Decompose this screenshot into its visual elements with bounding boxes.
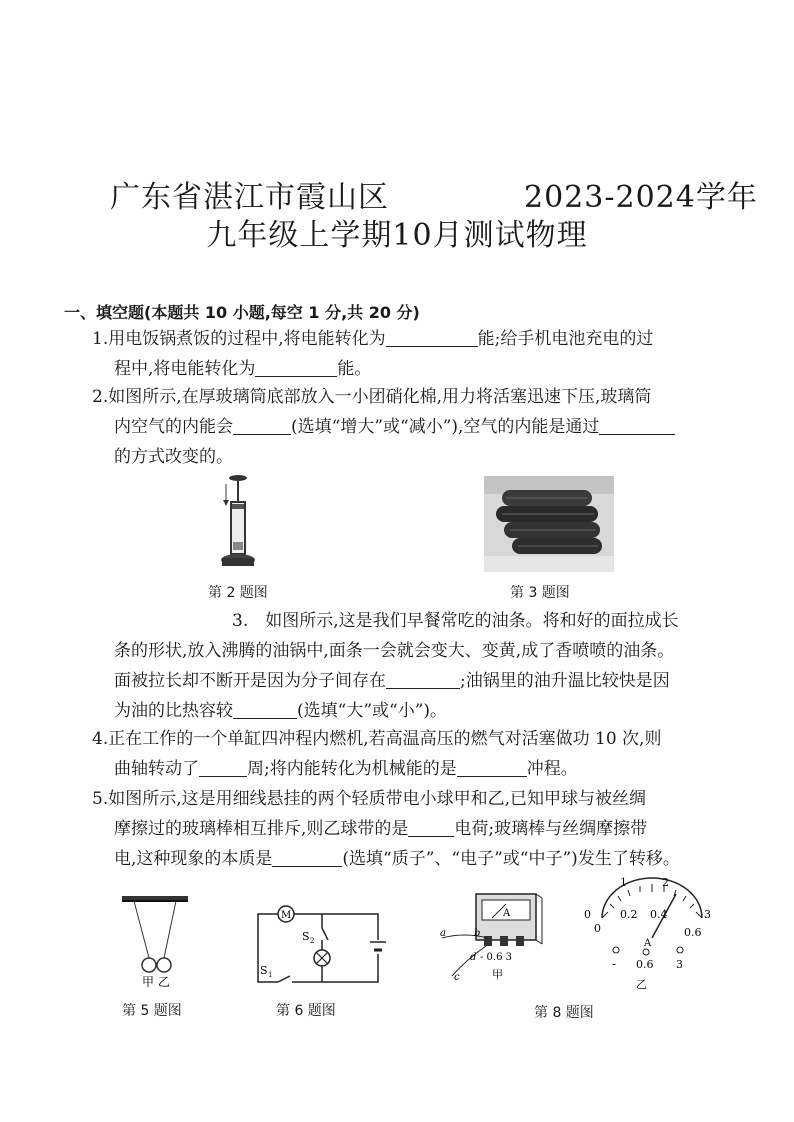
fig5-ball-right-label: 乙	[158, 975, 171, 989]
fig3-youtiao-photo	[484, 476, 614, 572]
fig8-scale-0-top: 0	[584, 908, 591, 921]
q1-blank-2[interactable]	[255, 358, 337, 377]
fig8-terminal-b: b	[474, 928, 481, 939]
fig6-switch2-sub: 2	[310, 937, 315, 945]
q5-blank-2[interactable]	[272, 848, 342, 867]
fig8-right-label: 乙	[636, 978, 647, 991]
fig8-dial-minus: -	[612, 957, 617, 971]
fig6-motor-label: M	[281, 910, 292, 921]
q4-text-d: 冲程。	[526, 759, 578, 779]
fig8-scale-02: 0.2	[620, 908, 638, 921]
q4-text-c: 周;将内能转化为机械能的是	[247, 759, 457, 779]
q3-blank-1[interactable]	[386, 670, 460, 689]
fig8-terminal-c: c	[454, 972, 460, 983]
question-5	[92, 784, 747, 874]
fig6-switch2-label: S	[302, 930, 310, 943]
q5-text-c: 电荷;玻璃棒与丝绸摩擦带	[454, 819, 648, 839]
q4-blank-1[interactable]	[199, 758, 247, 777]
fig6-caption: 第 6 题图	[276, 1003, 336, 1019]
q3-text-b: 条的形状,放入沸腾的油锅中,面条一会就会变大、变黄,成了香喷喷的油条。	[114, 641, 675, 661]
fig8-left-label: 甲	[492, 968, 503, 981]
q3-text-a: 3. 如图所示,这是我们早餐常吃的油条。将和好的面拉成长	[232, 611, 679, 631]
fig5-ball-left-label: 甲	[142, 975, 155, 989]
fig8-scale-3: 3	[704, 908, 711, 921]
fig8-terminal-d: d	[470, 952, 477, 963]
fig8-ammeter-jia	[436, 888, 554, 992]
question-4	[92, 724, 747, 784]
fig8-scale-top-2: 2	[662, 876, 669, 889]
q5-text-b: 摩擦过的玻璃棒相互排斥,则乙球带的是	[114, 819, 409, 839]
q4-text-b: 曲轴转动了	[114, 759, 199, 779]
page-title-line2: 九年级上学期10月测试物理	[206, 218, 588, 253]
fig3-caption: 第 3 题图	[510, 585, 570, 601]
q5-text-a: 5.如图所示,这是用细线悬挂的两个轻质带电小球甲和乙,已知甲球与被丝绸	[92, 789, 647, 809]
fig2-piston-cylinder	[218, 472, 258, 572]
fig8-scale-06: 0.6	[684, 926, 702, 939]
q3-text-f: (选填“大”或“小”)。	[297, 701, 448, 721]
q3-text-c: 面被拉长却不断开是因为分子间存在	[114, 671, 386, 691]
q2-blank-1[interactable]	[233, 416, 291, 435]
fig5-caption: 第 5 题图	[122, 1003, 182, 1019]
q4-blank-2[interactable]	[457, 758, 527, 777]
fig8-dial-unit: A	[644, 938, 652, 949]
q3-blank-2[interactable]	[233, 700, 297, 719]
title-year: 2023-2024学年	[524, 180, 758, 215]
fig8-scale-04: 0.4	[650, 908, 668, 921]
q5-text-d: 电,这种现象的本质是	[114, 849, 273, 869]
q2-text-a: 2.如图所示,在厚玻璃筒底部放入一小团硝化棉,用力将活塞迅速下压,玻璃筒	[92, 387, 652, 407]
fig8-dial-yi	[580, 874, 716, 992]
q1-text-c: 程中,将电能转化为	[114, 359, 256, 379]
question-1	[92, 324, 747, 384]
fig8-meter-label: A	[503, 908, 511, 919]
q2-text-b: 内空气的内能会	[114, 417, 233, 437]
fig6-circuit-diagram	[250, 900, 390, 992]
fig6-switch1-label: S	[260, 964, 268, 977]
fig2-caption: 第 2 题图	[208, 585, 268, 601]
q1-text-a: 1.用电饭锅煮饭的过程中,将电能转化为	[92, 329, 386, 349]
fig8-scale-0-bottom: 0	[594, 922, 601, 935]
q1-text-b: 能;给手机电池充电的过	[477, 329, 654, 349]
q5-text-e: (选填“质子”、“电子”或“中子”)发生了转移。	[342, 849, 680, 869]
question-2	[92, 382, 747, 472]
q1-blank-1[interactable]	[386, 328, 478, 347]
q1-text-d: 能。	[337, 359, 372, 379]
section-heading: 一、填空题(本题共 10 小题,每空 1 分,共 20 分)	[64, 303, 420, 322]
fig5-hanging-balls	[118, 892, 194, 992]
q2-text-c: (选填“增大”或“减小”),空气的内能是通过	[291, 417, 600, 437]
fig8-terminals: - 0.6 3	[480, 952, 513, 963]
q3-text-e: 为油的比热容较	[114, 701, 233, 721]
fig6-switch1-sub: 1	[268, 971, 273, 979]
q5-blank-1[interactable]	[408, 818, 454, 837]
title-region: 广东省湛江市霞山区	[110, 180, 389, 215]
q3-text-d: ;油锅里的油升温比较快是因	[460, 671, 670, 691]
fig8-terminal-a: a	[440, 928, 446, 939]
q4-text-a: 4.正在工作的一个单缸四冲程内燃机,若高温高压的燃气对活塞做功 10 次,则	[92, 729, 662, 749]
question-3	[92, 606, 747, 726]
q2-blank-2[interactable]	[599, 416, 675, 435]
fig8-dial-3: 3	[676, 958, 683, 971]
fig8-dial-06: 0.6	[636, 958, 654, 971]
fig8-caption: 第 8 题图	[534, 1005, 594, 1021]
q2-text-d: 的方式改变的。	[114, 447, 233, 467]
fig8-scale-top-1: 1	[620, 876, 627, 889]
